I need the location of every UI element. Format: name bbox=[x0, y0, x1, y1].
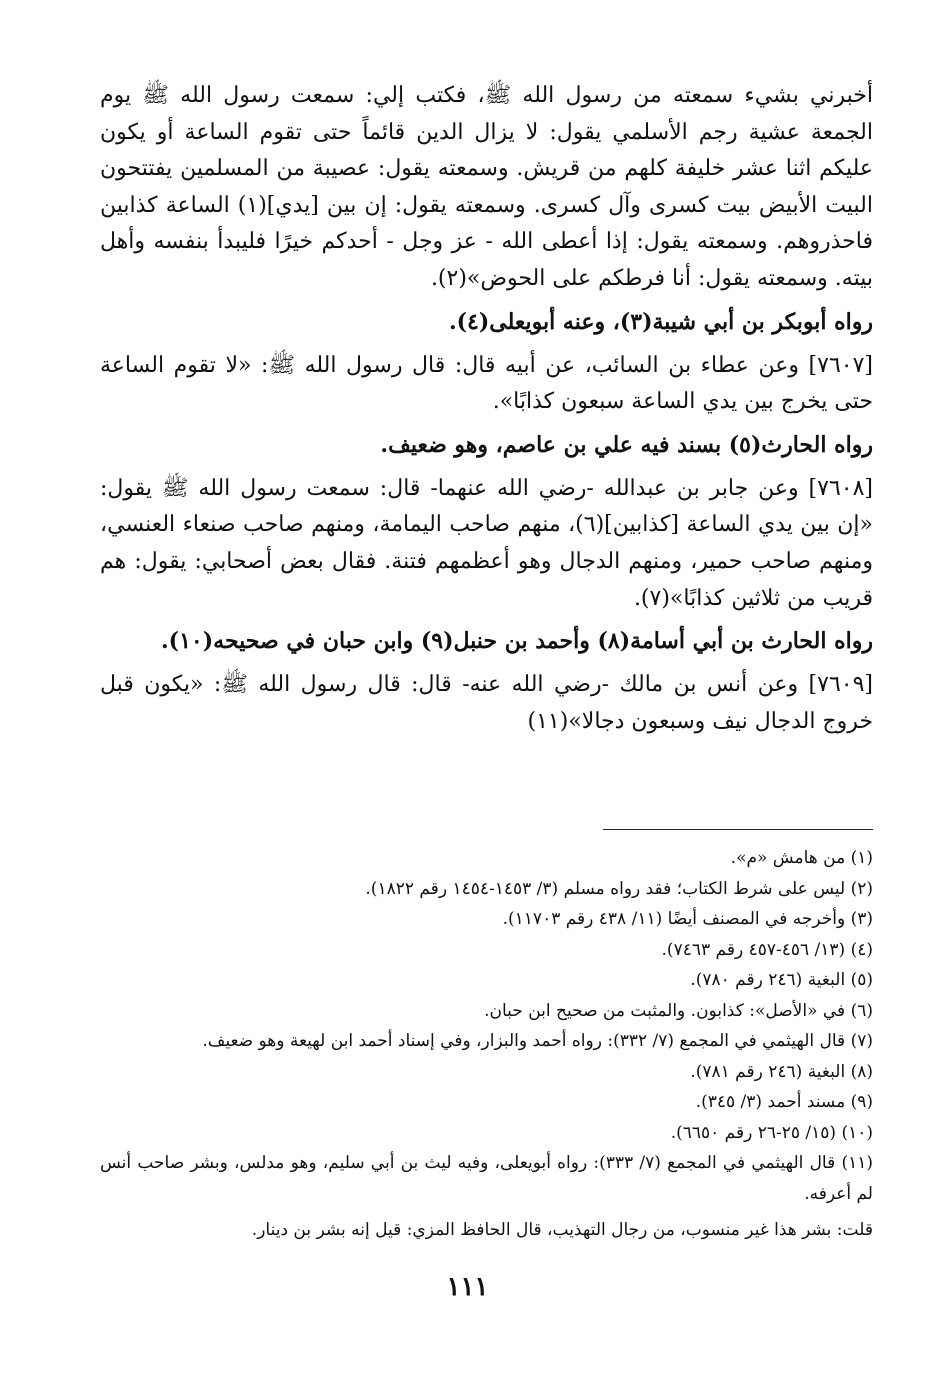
footnote: (١) من هامش «م». bbox=[730, 848, 873, 868]
page-number: ١١١ bbox=[446, 1272, 489, 1302]
hadith-7607: [٧٦٠٧] وعن عطاء بن السائب، عن أبيه قال: قال رسول الله ﷺ: «لا تقوم الساعة حتى يخرج بين يدي الساعة سبعون كذابًا». bbox=[100, 352, 873, 415]
main-text bbox=[100, 78, 873, 744]
footnotes bbox=[100, 843, 873, 1246]
hadith-text-continued: أخبرني بشيء سمعته من رسول الله ﷺ، فكتب إلي: سمعت رسول الله ﷺ يوم الجمعة عشية رجم الأسلمي يقول: لا يزال الدين قائماً حتى تقوم الساعة أو يكون عليكم اثنا عشر خليفة كلهم من قريش. وسمعته يقول: عصيبة من المسلمين يفتتحون البيت الأبيض بيت كسرى وآل كسرى. وسمعته يقول: إن بين [يدي](١) الساعة كذابين فاحذروهم. وسمعته يقول: إذا أعطى الله - عز وجل - أحدكم خيرًا فليبدأ بنفسه وأهل بيته. وسمعته يقول: أنا فرطكم على الحوض»(٢). bbox=[100, 83, 874, 291]
hadith-7608: [٧٦٠٨] وعن جابر بن عبدالله -رضي الله عنهما- قال: سمعت رسول الله ﷺ يقول: «إن بين يدي الساعة [كذابين](٦)، منهم صاحب اليمامة، ومنهم صاحب صنعاء العنسي، ومنهم صاحب حمير، ومنهم الدجال وهو أعظمهم فتنة. فقال بعض أصحابي: يقول: هم قريب من ثلاثين كذابًا»(٧). bbox=[100, 475, 874, 611]
footnote: (٨) البغية (٢٤٦ رقم ٧٨١). bbox=[690, 1061, 873, 1082]
footnote: (٢) ليس على شرط الكتاب؛ فقد رواه مسلم (٣/ ١٤٥٣-١٤٥٤ رقم ١٨٢٢). bbox=[365, 878, 873, 899]
footnote: (١١) قال الهيثمي في المجمع (٧/ ٣٣٣): رواه أبويعلى، وفيه ليث بن أبي سليم، وهو مدلس، وبشر صاحب أنس لم أعرفه. bbox=[100, 1153, 873, 1204]
attribution-2: رواه الحارث(٥) بسند فيه علي بن عاصم، وهو ضعيف. bbox=[380, 431, 873, 458]
footnote-separator bbox=[603, 829, 873, 830]
footnote: (٥) البغية (٢٤٦ رقم ٧٨٠). bbox=[690, 970, 873, 990]
attribution-1: رواه أبوبكر بن أبي شيبة(٣)، وعنه أبويعلى(٤). bbox=[448, 308, 873, 335]
footnote: (١٠) (١٥/ ٢٥-٢٦ رقم ٦٦٥٠). bbox=[670, 1122, 873, 1143]
footnote: (٤) (١٣/ ٤٥٦-٤٥٧ رقم ٧٤٦٣). bbox=[661, 939, 873, 960]
footnote: (٧) قال الهيثمي في المجمع (٧/ ٣٣٢): رواه أحمد والبزار، وفي إسناد أحمد ابن لهيعة وهو ضعيف. bbox=[202, 1031, 873, 1051]
footnote-comment: قلت: بشر هذا غير منسوب، من رجال التهذيب، قال الحافظ المزي: قيل إنه بشر بن دينار. bbox=[251, 1220, 873, 1240]
attribution-3: رواه الحارث بن أبي أسامة(٨) وأحمد بن حنبل(٩) وابن حبان في صحيحه(١٠). bbox=[161, 628, 873, 655]
footnote: (٦) في «الأصل»: كذابون. والمثبت من صحيح ابن حبان. bbox=[484, 1000, 873, 1021]
footnote: (٣) وأخرجه في المصنف أيضًا (١١/ ٤٣٨ رقم ١١٧٠٣). bbox=[502, 909, 873, 929]
hadith-7609: [٧٦٠٩] وعن أنس بن مالك -رضي الله عنه- قال: قال رسول الله ﷺ: «يكون قبل خروج الدجال نيف وسبعون دجالا»(١١) bbox=[100, 672, 873, 734]
footnote: (٩) مسند أحمد (٣/ ٣٤٥). bbox=[695, 1092, 873, 1112]
